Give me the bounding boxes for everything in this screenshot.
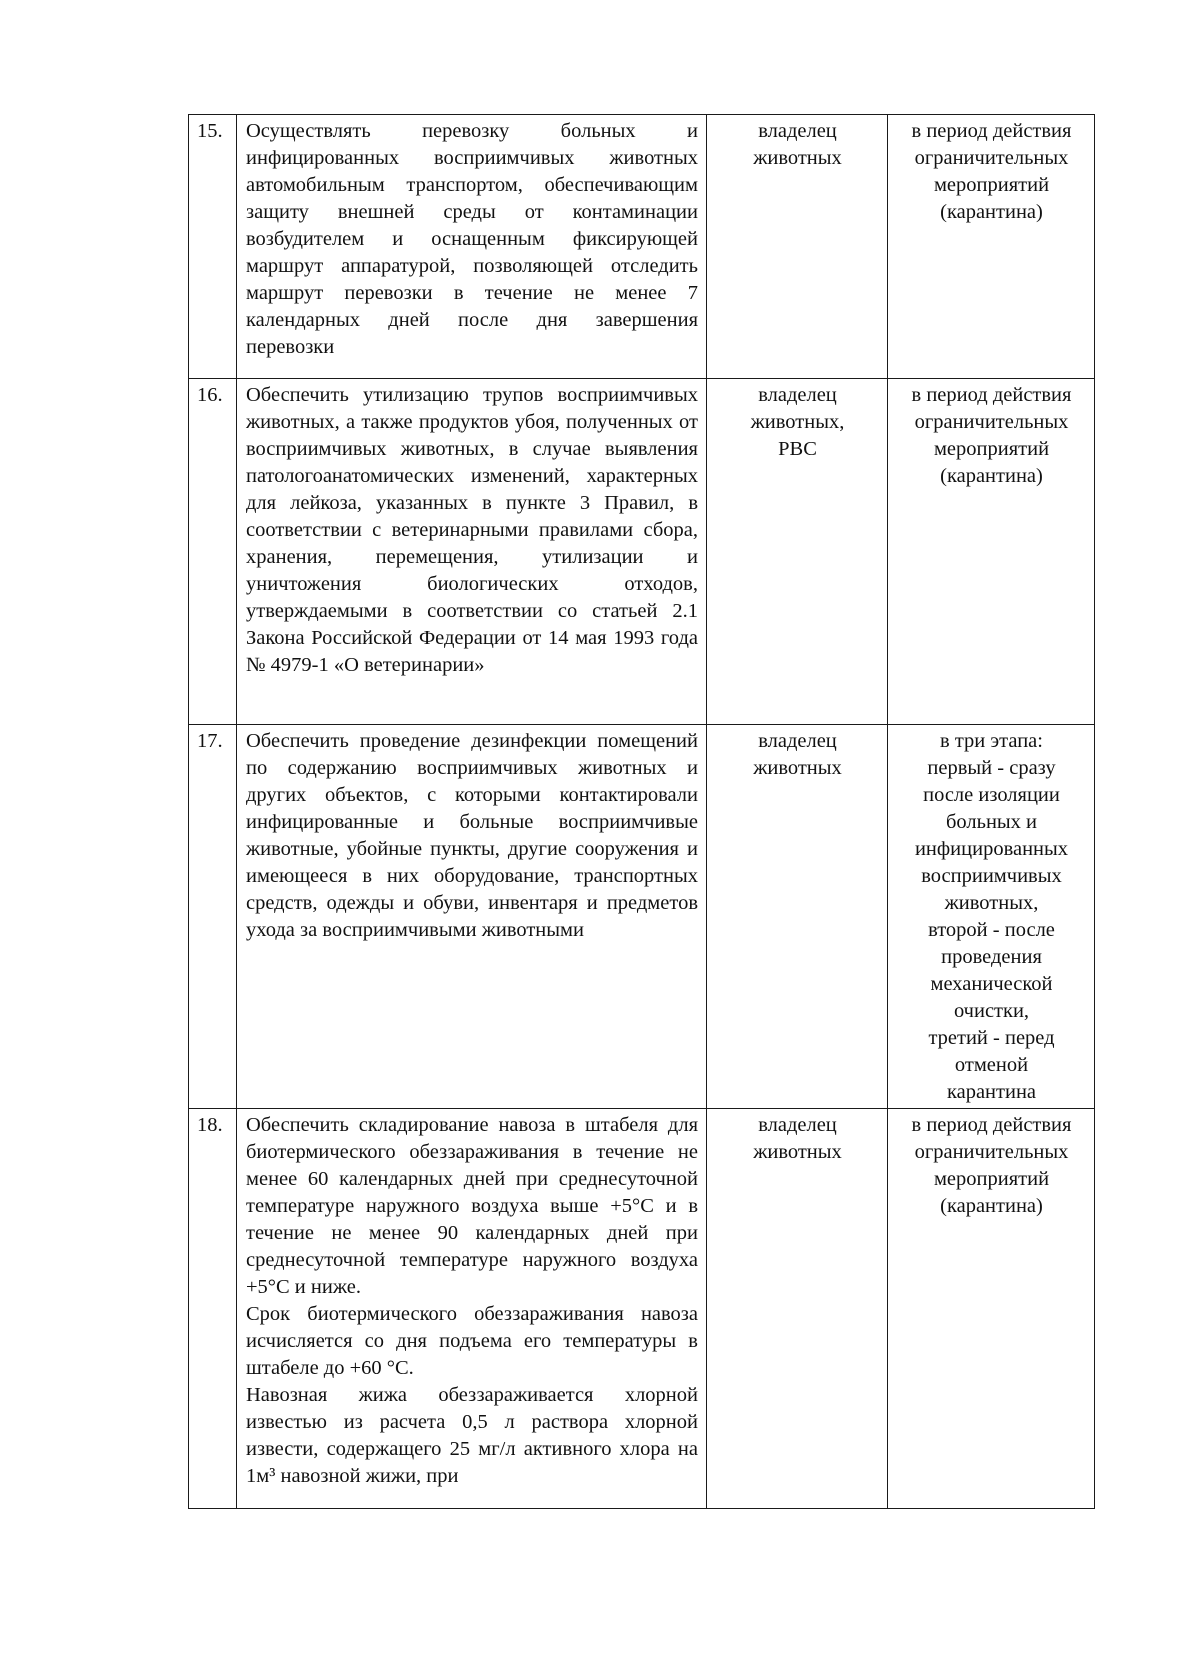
table-row: [189, 379, 1095, 725]
responsible-party: [707, 1109, 888, 1509]
period-line: (карантина): [940, 465, 1043, 487]
measure-paragraph: Обеспечить складирование навоза в штабеля для биотермического обеззараживания в течение не менее 60 календарных дней при среднесуточной температуре наружного воздуха выше +5°С и в течение не менее 90 календарных дней при среднесуточной температуре наружного воздуха +5°С и ниже.: [246, 1114, 698, 1298]
period-line: ограничительных: [914, 1141, 1069, 1163]
period-line: после изоляции: [923, 784, 1060, 806]
responsible-line: владелец: [758, 384, 837, 406]
row-number: 15.: [189, 115, 237, 379]
responsible-party: [707, 379, 888, 725]
measure-text: [237, 115, 707, 379]
period-line: мероприятий: [933, 1168, 1050, 1190]
period-line: (карантина): [940, 1195, 1043, 1217]
measure-text: [237, 1109, 707, 1509]
period-line: механической: [930, 973, 1053, 995]
table-row: [189, 725, 1095, 1109]
period-line: очистки,: [953, 1000, 1030, 1022]
period-line: в период действия: [911, 120, 1072, 142]
measure-text: [237, 379, 707, 725]
responsible-line: владелец: [758, 1114, 837, 1136]
period-line: в три этапа:: [940, 730, 1043, 752]
period-line: в период действия: [911, 384, 1072, 406]
responsible-line: животных,: [750, 411, 845, 433]
responsible-party: [707, 725, 888, 1109]
period-line: в период действия: [911, 1114, 1072, 1136]
period-text: [888, 1109, 1095, 1509]
row-number: 18.: [189, 1109, 237, 1509]
row-number: 17.: [189, 725, 237, 1109]
period-text: [888, 115, 1095, 379]
responsible-party: [707, 115, 888, 379]
period-line: проведения: [941, 946, 1042, 968]
period-line: инфицированных: [914, 838, 1069, 860]
period-line: первый - сразу: [927, 757, 1056, 779]
period-line: мероприятий: [933, 438, 1050, 460]
measures-table: [188, 114, 1095, 1509]
period-line: карантина: [946, 1081, 1037, 1103]
period-line: ограничительных: [914, 411, 1069, 433]
responsible-line: РВС: [778, 438, 817, 460]
period-line: второй - после: [928, 919, 1055, 941]
measure-paragraph: Срок биотермического обеззараживания навоза исчисляется со дня подъема его температуры в штабеле до +60 °С.: [246, 1303, 698, 1379]
period-text: [888, 379, 1095, 725]
table-row: [189, 1109, 1095, 1509]
measure-paragraph: Осуществлять перевозку больных и инфицированных восприимчивых животных автомобильным транспортом, обеспечивающим защиту внешней среды от контаминации возбудителем и оснащенным фиксирующей маршрут аппаратурой, позволяющей отследить маршрут перевозки в течение не менее 7 календарных дней после дня завершения перевозки: [246, 120, 698, 358]
row-number: 16.: [189, 379, 237, 725]
period-line: больных и: [945, 811, 1038, 833]
measure-paragraph: Обеспечить проведение дезинфекции помещений по содержанию восприимчивых животных и других объектов, с которыми контактировали инфицированные и больные восприимчивые животные, убойные пункты, другие сооружения и имеющееся в них оборудование, транспортных средств, одежды и обуви, инвентаря и предметов ухода за восприимчивыми животными: [246, 730, 698, 941]
period-text: [888, 725, 1095, 1109]
responsible-line: животных: [753, 147, 842, 169]
period-line: ограничительных: [914, 147, 1069, 169]
period-line: животных,: [944, 892, 1039, 914]
responsible-line: владелец: [758, 730, 837, 752]
period-line: (карантина): [940, 201, 1043, 223]
table-row: [189, 115, 1095, 379]
measure-paragraph: Обеспечить утилизацию трупов восприимчивых животных, а также продуктов убоя, полученных от восприимчивых животных, в случае выявления патологоанатомических изменений, характерных для лейкоза, указанных в пункте 3 Правил, в соответствии с ветеринарными правилами сбора, хранения, перемещения, утилизации и уничтожения биологических отходов, утверждаемыми в соответствии со статьей 2.1 Закона Российской Федерации от 14 мая 1993 года № 4979-1 «О ветеринарии»: [246, 384, 698, 676]
measure-text: [237, 725, 707, 1109]
responsible-line: животных: [753, 1141, 842, 1163]
period-line: отменой: [954, 1054, 1029, 1076]
measure-paragraph: Навозная жижа обеззараживается хлорной известью из расчета 0,5 л раствора хлорной извести, содержащего 25 мг/л активного хлора на 1м³ навозной жижи, при: [246, 1384, 698, 1487]
period-line: третий - перед: [928, 1027, 1055, 1049]
period-line: восприимчивых: [921, 865, 1062, 887]
responsible-line: владелец: [758, 120, 837, 142]
responsible-line: животных: [753, 757, 842, 779]
period-line: мероприятий: [933, 174, 1050, 196]
